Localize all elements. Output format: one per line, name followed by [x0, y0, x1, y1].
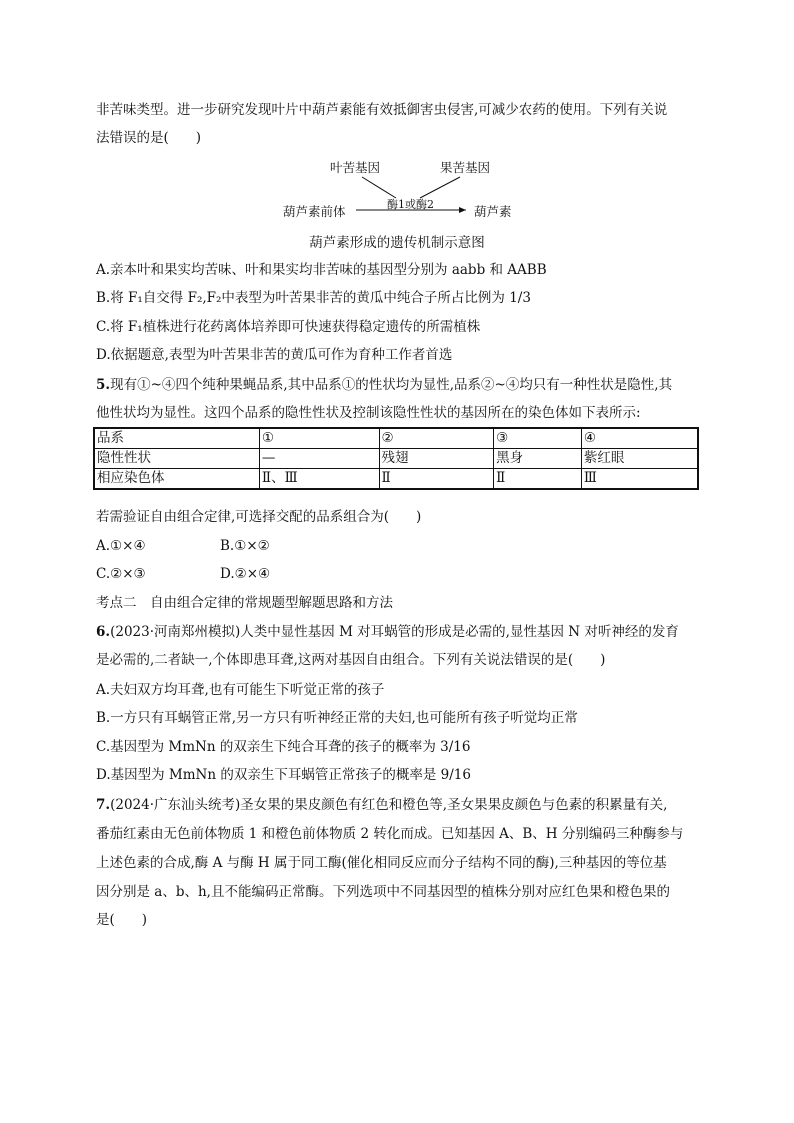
table-row — [94, 469, 698, 490]
table-cell: 黑身 — [494, 449, 582, 469]
q4-option-a: A.亲本叶和果实均苦味、叶和果实均非苦味的基因型分别为 aabb 和 AABB — [96, 262, 547, 278]
section-heading: 考点二 自由组合定律的常规题型解题思路和方法 — [96, 595, 393, 611]
q5-option-d: D.②×④ — [220, 566, 271, 582]
q7-line1 — [96, 796, 667, 814]
q7-line4: 因分别是 a、b、h,且不能编码正常酶。下列选项中不同基因型的植株分别对应红色果和橙色果的 — [96, 884, 670, 900]
q6-option-a: A.夫妇双方均耳聋,也有可能生下听觉正常的孩子 — [96, 682, 385, 698]
diagram-caption: 葫芦素形成的遗传机制示意图 — [309, 235, 485, 251]
q4-stem-line2: 法错误的是( ) — [96, 130, 202, 146]
gene-fruit-label: 果苦基因 — [440, 160, 491, 175]
table-cell: Ⅱ — [379, 469, 494, 490]
reaction-arrow-head — [459, 207, 466, 213]
precursor-label: 葫芦素前体 — [283, 204, 346, 219]
table-cell: ① — [259, 428, 379, 449]
table-cell: 品系 — [94, 428, 259, 449]
q6-option-c: C.基因型为 MmNn 的双亲生下纯合耳聋的孩子的概率为 3/16 — [96, 739, 471, 755]
q5-option-c: C.②×③ — [96, 566, 146, 582]
table-cell: — — [259, 449, 379, 469]
q5-number: 5. — [96, 377, 111, 393]
q4-option-d: D.依据题意,表型为叶苦果非苦的黄瓜可作为育种工作者首选 — [96, 347, 453, 363]
q5-text1: 现有①~④四个纯种果蝇品系,其中品系①的性状均为显性,品系②~④均只有一种性状是隐性,其 — [110, 377, 673, 393]
table-cell: 残翅 — [379, 449, 494, 469]
table-row — [94, 449, 698, 469]
q5-option-a: A.①×④ — [96, 538, 146, 554]
q4-stem-line1: 非苦味类型。进一步研究发现叶片中葫芦素能有效抵御害虫侵害,可减少农药的使用。下列有关说 — [96, 102, 668, 118]
strain-table — [93, 427, 699, 490]
q4-option-b: B.将 F₁自交得 F₂,F₂中表型为叶苦果非苦的黄瓜中纯合子所占比例为 1/3 — [96, 290, 531, 306]
gene-pathway-diagram — [280, 158, 520, 220]
table-row — [94, 428, 698, 449]
q7-line2: 番茄红素由无色前体物质 1 和橙色前体物质 2 转化而成。已知基因 A、B、H 分别编码三种酶参与 — [96, 826, 684, 842]
enzyme-label: 酶1或酶2 — [387, 198, 434, 211]
table-cell: 相应染色体 — [94, 469, 259, 490]
table-cell: Ⅲ — [581, 469, 698, 490]
fruit-gene-arrow — [420, 177, 460, 198]
q5-line1 — [96, 376, 672, 394]
q5-stem: 若需验证自由组合定律,可选择交配的品系组合为( ) — [96, 509, 422, 525]
q6-line2: 是必需的,二者缺一,个体即患耳聋,这两对基因自由组合。下列有关说法错误的是( ) — [96, 652, 606, 668]
q7-line5: 是( ) — [96, 912, 148, 928]
leaf-gene-arrow — [362, 177, 396, 198]
table-cell: ④ — [581, 428, 698, 449]
table-cell: ③ — [494, 428, 582, 449]
q5-option-b: B.①×② — [220, 538, 270, 554]
q7-text1: (2024·广东汕头统考)圣女果的果皮颜色有红色和橙色等,圣女果果皮颜色与色素的积累量有关, — [110, 797, 668, 813]
q5-line2: 他性状均为显性。这四个品系的隐性性状及控制该隐性性状的基因所在的染色体如下表所示: — [96, 405, 641, 421]
q7-line3: 上述色素的合成,酶 A 与酶 H 属于同工酶(催化相同反应而分子结构不同的酶),三种基因的等位基 — [96, 855, 667, 871]
table-cell: ② — [379, 428, 494, 449]
q6-option-b: B.一方只有耳蜗管正常,另一方只有听神经正常的夫妇,也可能所有孩子听觉均正常 — [96, 710, 578, 726]
gene-leaf-label: 叶苦基因 — [330, 160, 381, 175]
table-cell: Ⅱ — [494, 469, 582, 490]
q6-line1 — [96, 623, 679, 641]
q4-option-c: C.将 F₁植株进行花药离体培养即可快速获得稳定遗传的所需植株 — [96, 319, 481, 335]
q6-number: 6. — [96, 624, 111, 640]
table-cell: 紫红眼 — [581, 449, 698, 469]
q6-option-d: D.基因型为 MmNn 的双亲生下耳蜗管正常孩子的概率是 9/16 — [96, 767, 471, 783]
product-label: 葫芦素 — [474, 204, 512, 219]
table-cell: 隐性性状 — [94, 449, 259, 469]
q7-number: 7. — [96, 797, 111, 813]
q6-text1: (2023·河南郑州模拟)人类中显性基因 M 对耳蜗管的形成是必需的,显性基因 N 对听神经的发育 — [110, 624, 679, 640]
table-cell: Ⅱ、Ⅲ — [259, 469, 379, 490]
